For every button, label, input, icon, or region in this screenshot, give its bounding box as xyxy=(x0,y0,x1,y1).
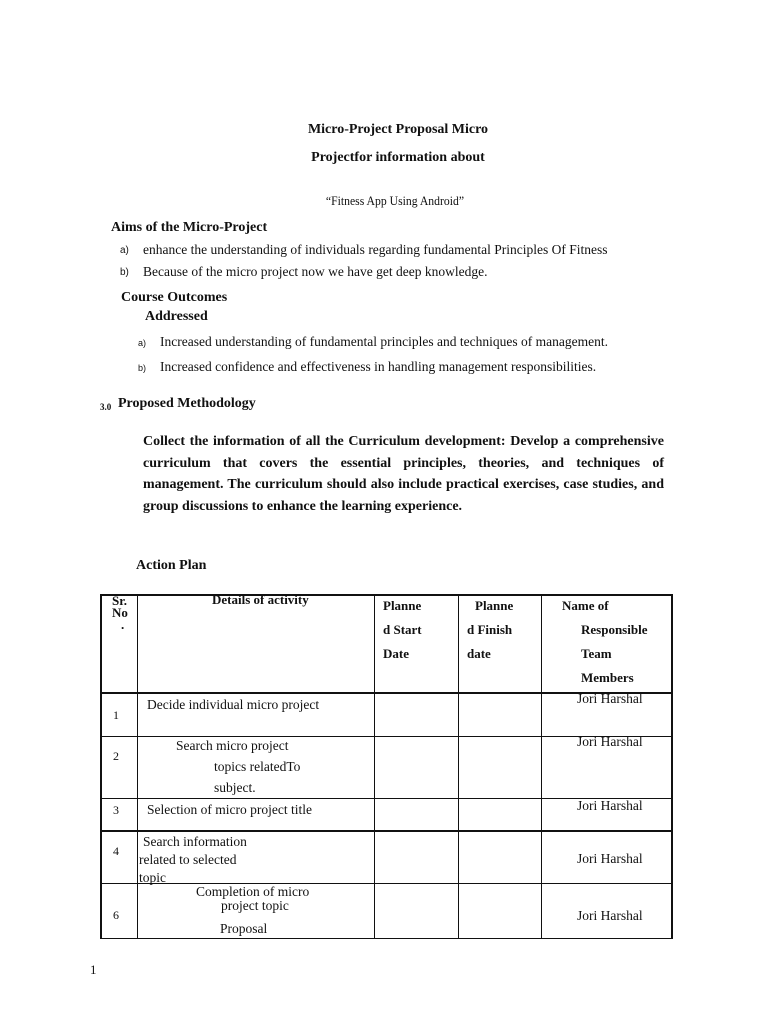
header-line: d Start xyxy=(383,622,422,637)
table-row-divider xyxy=(100,830,673,832)
header-line: Name of xyxy=(562,598,609,613)
table-cell-member: Jori Harshal xyxy=(577,691,643,706)
aim-b-marker: b) xyxy=(120,267,129,278)
table-cell-member: Jori Harshal xyxy=(577,798,643,813)
outcome-b-marker: b) xyxy=(138,363,147,373)
header-line: Planne xyxy=(475,598,514,613)
header-line: Planne xyxy=(383,598,422,613)
header-responsible xyxy=(562,594,647,690)
header-sr-no xyxy=(112,595,128,631)
header-line: d Finish xyxy=(467,622,513,637)
table-cell-sr: 1 xyxy=(113,708,119,722)
table-cell-details: Decide individual micro project xyxy=(147,697,320,712)
table-cell-member: Jori Harshal xyxy=(577,734,643,749)
header-sr-no-line: No xyxy=(112,605,128,620)
table-border-left xyxy=(100,594,102,939)
title-line-1: Micro-Project Proposal Micro xyxy=(307,122,489,137)
table-cell-sr: 3 xyxy=(113,803,119,817)
action-plan-heading: Action Plan xyxy=(136,558,207,573)
outcomes-heading-line-1: Course Outcomes xyxy=(121,290,228,305)
table-cell-details: Proposal xyxy=(220,921,268,936)
header-sr-no-line: Sr. xyxy=(112,593,128,608)
outcome-a-marker: a) xyxy=(138,338,147,348)
table-divider xyxy=(374,594,375,939)
page-number: 1 xyxy=(90,962,97,977)
table-cell-details: subject. xyxy=(214,780,256,795)
aim-b-text: Because of the micro project now we have get deep knowledge. xyxy=(143,264,488,279)
table-divider xyxy=(541,594,542,939)
aim-a-text: enhance the understanding of individuals regarding fundamental Principles Of Fitness xyxy=(143,242,608,257)
aims-heading: Aims of the Micro-Project xyxy=(111,220,268,235)
table-cell-details: Completion of micro xyxy=(196,884,310,899)
table-cell-member: Jori Harshal xyxy=(577,908,643,923)
table-cell-details: Search micro project xyxy=(176,738,289,753)
header-line: date xyxy=(467,646,491,661)
header-details: Details of activity xyxy=(212,592,309,607)
header-sr-no-line: . xyxy=(121,617,125,632)
outcomes-heading-line-2: Addressed xyxy=(145,309,208,324)
table-cell-details: Search information xyxy=(143,834,247,849)
header-line: Members xyxy=(581,670,634,685)
table-border-right xyxy=(671,594,673,939)
table-cell-member: Jori Harshal xyxy=(577,851,643,866)
section-number: 3.0 xyxy=(100,402,112,412)
header-line: Responsible xyxy=(581,622,648,637)
table-cell-sr: 6 xyxy=(113,908,119,922)
table-divider xyxy=(458,594,459,939)
header-line: Date xyxy=(383,646,409,661)
table-cell-details: topics relatedTo xyxy=(214,759,301,774)
table-cell-details: topic xyxy=(139,870,166,885)
header-planned-start xyxy=(383,594,422,666)
table-border-bottom xyxy=(100,938,673,939)
table-row-divider xyxy=(100,883,673,884)
outcome-b-text: Increased confidence and effectiveness in handling management responsibilities. xyxy=(160,359,597,374)
table-divider xyxy=(137,594,138,939)
header-line: Team xyxy=(581,646,612,661)
header-planned-finish xyxy=(467,594,513,666)
table-cell-sr: 2 xyxy=(113,749,119,763)
methodology-heading: Proposed Methodology xyxy=(118,396,256,411)
outcome-a-text: Increased understanding of fundamental principles and techniques of management. xyxy=(160,334,608,349)
table-cell-details: Selection of micro project title xyxy=(147,802,312,817)
table-cell-details: project topic xyxy=(221,898,289,913)
table-cell-details: related to selected xyxy=(139,852,237,867)
project-subtitle: “Fitness App Using Android” xyxy=(325,193,465,208)
aim-a-marker: a) xyxy=(120,245,129,256)
methodology-paragraph: Collect the information of all the Curriculum development: Develop a comprehensive curriculum that covers the essential principles, theories, and techniques of management. The curriculum should also include practical exercises, case studies, and group discussions to enhance the learning experience. xyxy=(143,434,664,514)
title-line-2: Projectfor information about xyxy=(311,150,485,165)
table-cell-sr: 4 xyxy=(113,844,119,858)
